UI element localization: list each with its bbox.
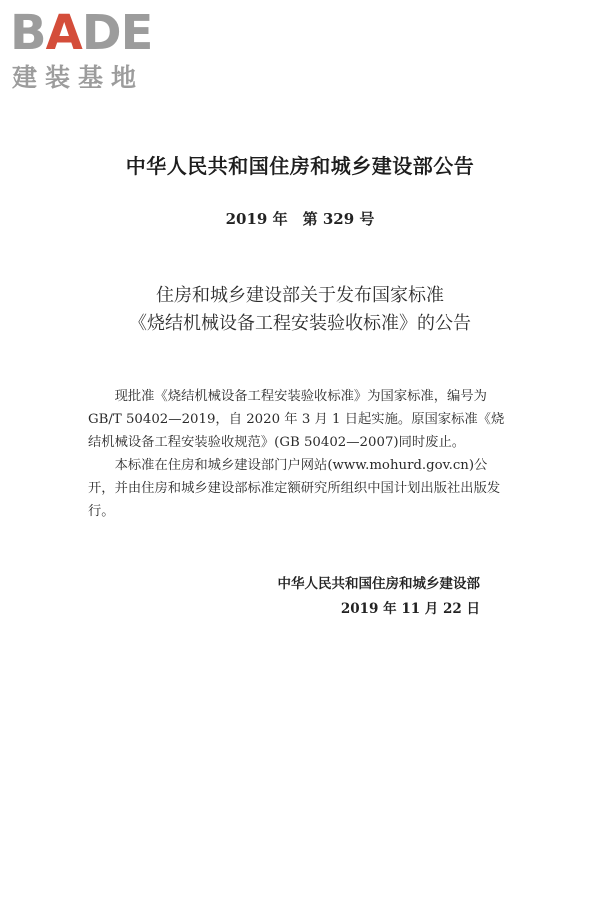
signature-organization: 中华人民共和国住房和城乡建设部 <box>277 576 480 592</box>
announcement-body <box>88 385 513 523</box>
subject-line-1: 住房和城乡建设部关于发布国家标准 <box>156 285 444 306</box>
logo-subtitle: 建装基地 <box>12 63 145 92</box>
signature-block <box>278 572 481 622</box>
announcement-title: 中华人民共和国住房和城乡建设部公告 <box>125 154 475 178</box>
announcement-number: 2019 年 第 329 号 <box>225 210 375 228</box>
logo-letter-a: A <box>45 5 82 61</box>
logo-letters-de: DE <box>81 5 153 61</box>
subject-line-2: 《烧结机械设备工程安装验收标准》的公告 <box>129 313 471 334</box>
announcement-subject <box>0 282 600 338</box>
bade-logo <box>8 4 188 100</box>
body-paragraph-2: 本标准在住房和城乡建设部门户网站(www.mohurd.gov.cn)公开，并由住房和城乡建设部标准定额研究所组织中国计划出版社出版发行。 <box>88 458 501 519</box>
body-paragraph-1: 现批准《烧结机械设备工程安装验收标准》为国家标准，编号为 GB/T 50402—2019，自 2020 年 3 月 1 日起实施。原国家标准《烧结机械设备工程安装验收规范》(GB 50402—2007)同时废止。 <box>88 389 505 450</box>
logo-letter-b: B <box>10 5 46 61</box>
signature-date: 2019 年 11 月 22 日 <box>340 601 480 617</box>
logo-wordmark <box>10 4 152 62</box>
